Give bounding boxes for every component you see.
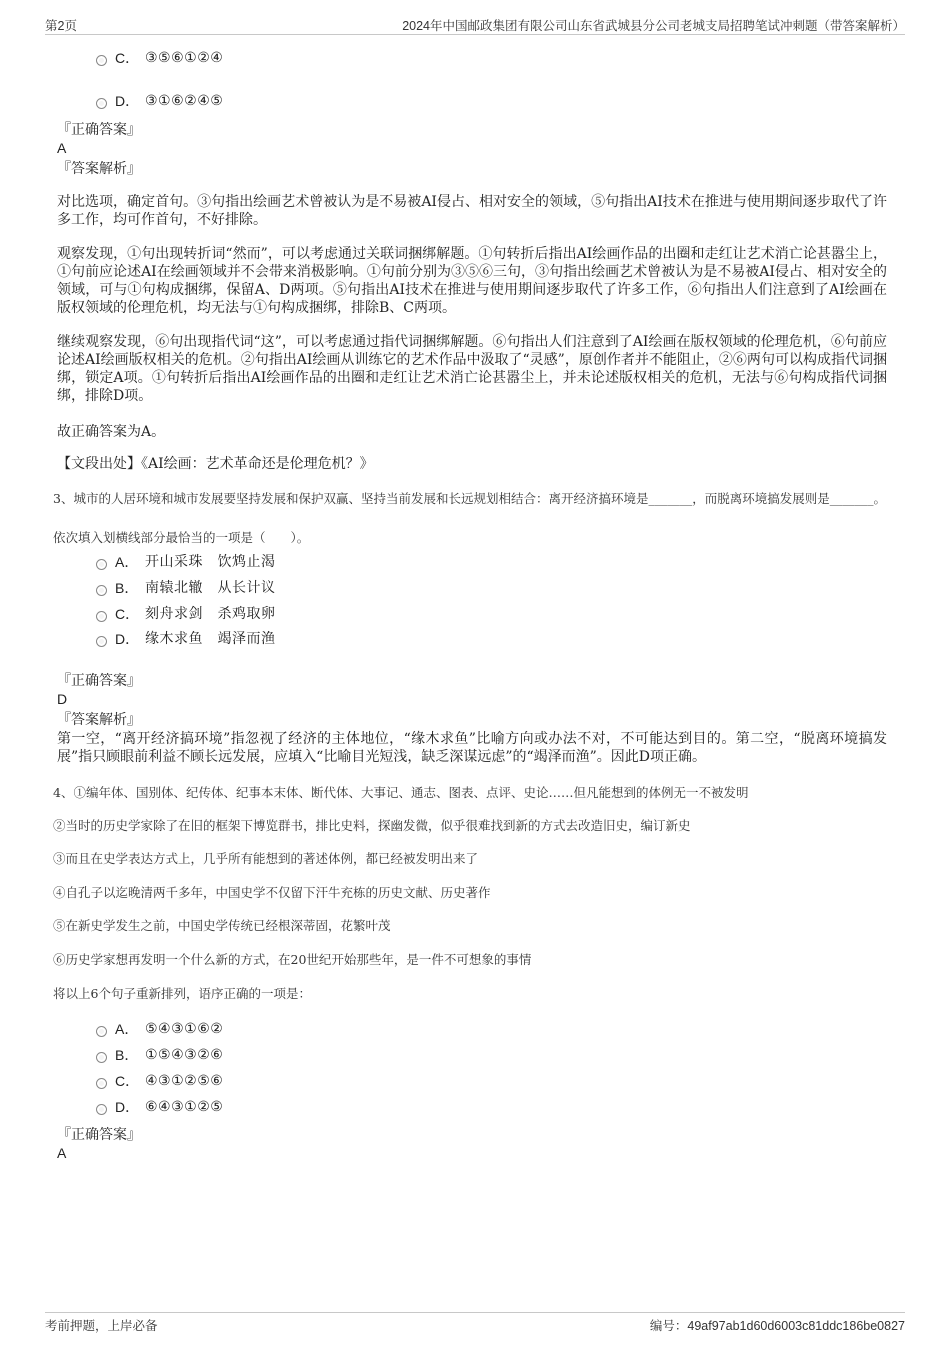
radio-icon[interactable] [96,1078,107,1089]
q2-analysis-label: 『答案解析』 [57,161,141,177]
q2-option-c[interactable]: C． ③⑤⑥①②④ [96,48,223,68]
page-number: 第2页 [45,19,77,33]
q4-sentence-4: ④自孔子以迄晚清两千多年，中国史学不仅留下汗牛充栋的历史文献、历史著作 [53,885,491,900]
page-header [45,14,905,35]
q4-option-b[interactable]: B． ①⑤④③②⑥ [96,1045,223,1065]
q3-option-b[interactable]: B． 南辕北辙 从长计议 [96,578,276,598]
q4-answer-label: 『正确答案』 [57,1127,141,1143]
q3-answer: D [57,691,68,707]
document-title: 2024年中国邮政集团有限公司山东省武城县分公司老城支局招聘笔试冲刺题（带答案解析） [402,19,905,33]
radio-icon[interactable] [96,636,107,647]
q2-answer-label: 『正确答案』 [57,122,141,138]
radio-icon[interactable] [96,98,107,109]
q4-sentence-3: ③而且在史学表达方式上，几乎所有能想到的著述体例，都已经被发明出来了 [53,851,479,866]
q4-sentence-5: ⑤在新史学发生之前，中国史学传统已经根深蒂固，花繁叶茂 [53,918,391,933]
q3-option-c[interactable]: C． 刻舟求剑 杀鸡取卵 [96,604,276,624]
q3-analysis: 第一空，“离开经济搞环境”指忽视了经济的主体地位，“缘木求鱼”比喻方向或办法不对，不可能达到目的。第二空，“脱离环境搞发展”指只顾眼前利益不顾长远发展，应填入“比喻目光短浅，缺乏深谋远虑”的“竭泽而渔”。因此D项正确。 [57,731,887,765]
q2-analysis-paragraph: 继续观察发现，⑥句出现指代词“这”，可以考虑通过指代词捆绑解题。⑥句指出人们注意到了AI绘画在版权领域的伦理危机，⑥句前应论述AI绘画版权相关的危机。②句指出AI绘画从训练它的艺术作品中汲取了“灵感”，原创作者并不能阻止，②⑥两句可以构成指代词捆绑，锁定A项。①句转折后指出AI绘画作品的出圈和走红让艺术消亡论甚嚣尘上，并未论述版权相关的危机，无法与⑥句构成指代词捆绑，排除D项。 [57,334,887,404]
q3-option-d[interactable]: D． 缘木求鱼 竭泽而渔 [96,629,276,649]
radio-icon[interactable] [96,559,107,570]
radio-icon[interactable] [96,611,107,622]
q3-option-a[interactable]: A． 开山采珠 饮鸩止渴 [96,552,276,572]
radio-icon[interactable] [96,1104,107,1115]
q4-answer: A [57,1145,67,1161]
q3-stem: 3、城市的人居环境和城市发展要坚持发展和保护双赢、坚持当前发展和长远规划相结合：离开经济搞环境是_______，而脱离环境搞发展则是_______。 [53,491,886,506]
q4-option-a[interactable]: A． ⑤④③①⑥② [96,1019,223,1039]
q2-analysis-paragraph: 观察发现，①句出现转折词“然而”，可以考虑通过关联词捆绑解题。①句转折后指出AI绘画作品的出圈和走红让艺术消亡论甚嚣尘上，①句前应论述AI在绘画领域并不会带来消极影响。①句前分别为③⑤⑥三句，③句指出绘画艺术曾被认为是不易被AI侵占、相对安全的领域，可与①句构成捆绑，保留A、D两项。⑤句指出AI技术在推进与使用期间逐步取代了许多工作，⑥句指出人们注意到了AI绘画在版权领域的伦理危机，均无法与①句构成捆绑，排除B、C两项。 [57,246,887,316]
q2-source: 【文段出处】《AI绘画：艺术革命还是伦理危机？》 [57,456,374,472]
page-footer [45,1312,905,1335]
q4-option-c[interactable]: C． ④③①②⑤⑥ [96,1071,223,1091]
radio-icon[interactable] [96,1052,107,1063]
q2-analysis-conclusion: 故正确答案为A。 [57,424,166,440]
q2-answer: A [57,140,67,156]
q3-answer-label: 『正确答案』 [57,673,141,689]
q4-sentence-2: ②当时的历史学家除了在旧的框架下博览群书，排比史料，探幽发微，似乎很难找到新的方式去改造旧史，编订新史 [53,818,691,833]
footer-slogan: 考前押题，上岸必备 [45,1319,158,1333]
q4-instruction: 将以上6个句子重新排列，语序正确的一项是： [53,986,311,1001]
q4-sentence-1: 4、①编年体、国别体、纪传体、纪事本末体、断代体、大事记、通志、图表、点评、史论……但凡能想到的体例无一不被发明 [53,785,749,800]
q4-option-d[interactable]: D． ⑥④③①②⑤ [96,1097,223,1117]
q2-analysis-paragraph: 对比选项，确定首句。③句指出绘画艺术曾被认为是不易被AI侵占、相对安全的领域，⑤句指出AI技术在推进与使用期间逐步取代了许多工作，均可作首句，不好排除。 [57,194,887,228]
radio-icon[interactable] [96,55,107,66]
document-code: 编号：49af97ab1d60d6003c81ddc186be0827 [649,1319,905,1333]
q3-instruction: 依次填入划横线部分最恰当的一项是（ ）。 [53,530,310,545]
q2-option-d[interactable]: D． ③①⑥②④⑤ [96,91,223,111]
q3-analysis-label: 『答案解析』 [57,712,141,728]
radio-icon[interactable] [96,1026,107,1037]
radio-icon[interactable] [96,585,107,596]
q4-sentence-6: ⑥历史学家想再发明一个什么新的方式，在20世纪开始那些年，是一件不可想象的事情 [53,952,532,967]
